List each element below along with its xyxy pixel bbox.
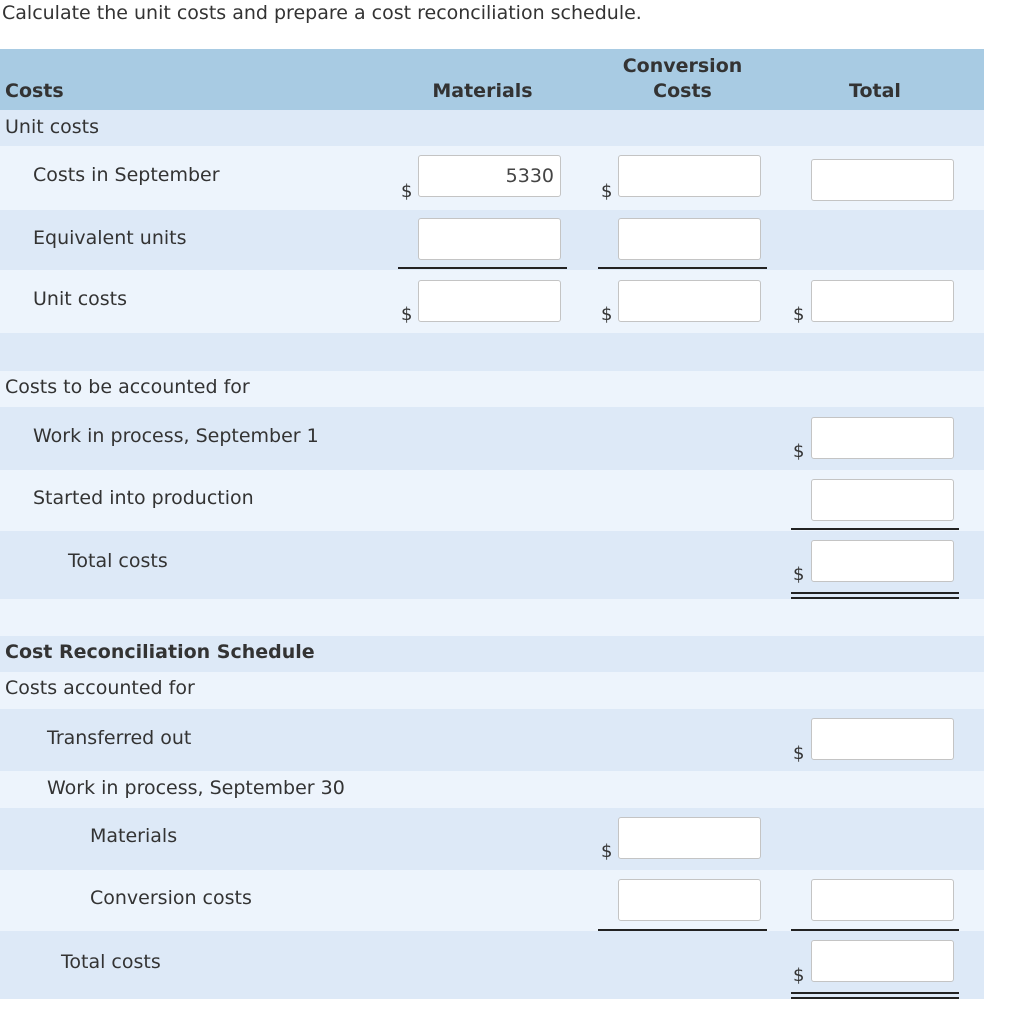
materials-costs-september-input[interactable] xyxy=(418,155,561,197)
costs-to-account-heading: Costs to be accounted for xyxy=(5,376,250,398)
transferred-out-label: Transferred out xyxy=(47,727,192,749)
dollar-sign: $ xyxy=(601,181,613,202)
costs-accounted-heading: Costs accounted for xyxy=(5,677,195,699)
header-materials: Materials xyxy=(432,80,533,102)
dollar-sign: $ xyxy=(793,564,805,585)
row-costs-to-account-heading xyxy=(0,371,984,407)
dollar-sign: $ xyxy=(601,304,613,325)
header-total: Total xyxy=(849,80,901,102)
row-spacer xyxy=(0,333,984,371)
total-costs-to-account-input[interactable] xyxy=(811,540,954,582)
row-transferred-out xyxy=(0,709,984,771)
total-costs-september-input[interactable] xyxy=(811,159,954,201)
started-into-production-input[interactable] xyxy=(811,479,954,521)
total-costs-reconciled-input[interactable] xyxy=(811,940,954,982)
row-started-into-production xyxy=(0,470,984,531)
dollar-sign: $ xyxy=(401,181,413,202)
dollar-sign: $ xyxy=(793,965,805,986)
double-underline xyxy=(791,592,959,599)
unit-costs-label: Unit costs xyxy=(33,288,128,310)
row-spacer xyxy=(0,599,984,636)
dollar-sign: $ xyxy=(793,304,805,325)
transferred-out-input[interactable] xyxy=(811,718,954,760)
reconciliation-title: Cost Reconciliation Schedule xyxy=(5,641,315,663)
dollar-sign: $ xyxy=(601,841,613,862)
total-costs-to-account-label: Total costs xyxy=(68,550,168,572)
underline xyxy=(791,528,959,530)
header-conversion-line2: Costs xyxy=(653,80,712,102)
table-header xyxy=(0,49,984,110)
materials-equivalent-units-input[interactable] xyxy=(418,218,561,260)
total-unit-cost-input[interactable] xyxy=(811,280,954,322)
wip-september-1-input[interactable] xyxy=(811,417,954,459)
row-wip-september-30 xyxy=(0,771,984,808)
started-into-production-label: Started into production xyxy=(33,487,254,509)
dollar-sign: $ xyxy=(793,441,805,462)
wip-conversion-costs-label: Conversion costs xyxy=(90,887,252,909)
wip-materials-label: Materials xyxy=(90,825,178,847)
row-unit-costs xyxy=(0,270,984,333)
double-underline xyxy=(791,992,959,999)
row-reconciliation-title xyxy=(0,636,984,672)
header-conversion-line1: Conversion xyxy=(622,55,743,77)
row-total-costs-to-account xyxy=(0,531,984,599)
wip-materials-input[interactable] xyxy=(618,817,761,859)
equivalent-units-label: Equivalent units xyxy=(33,227,187,249)
row-unit-costs-heading xyxy=(0,110,984,146)
cost-reconciliation-table xyxy=(0,49,984,999)
instruction-text: Calculate the unit costs and prepare a cost reconciliation schedule. xyxy=(2,2,642,24)
row-equivalent-units xyxy=(0,210,984,270)
underline xyxy=(598,267,767,269)
conversion-costs-september-input[interactable] xyxy=(618,155,761,197)
header-costs: Costs xyxy=(5,80,64,102)
row-wip-september-1 xyxy=(0,407,984,470)
row-wip-materials xyxy=(0,808,984,870)
row-costs-accounted-heading xyxy=(0,672,984,709)
wip-total-input[interactable] xyxy=(811,879,954,921)
row-costs-in-september xyxy=(0,146,984,210)
conversion-equivalent-units-input[interactable] xyxy=(618,218,761,260)
conversion-unit-cost-input[interactable] xyxy=(618,280,761,322)
row-wip-conversion-costs xyxy=(0,870,984,931)
materials-unit-cost-input[interactable] xyxy=(418,280,561,322)
underline xyxy=(398,267,567,269)
total-costs-reconciled-label: Total costs xyxy=(61,951,161,973)
unit-costs-heading: Unit costs xyxy=(5,116,100,138)
wip-september-30-label: Work in process, September 30 xyxy=(47,777,345,799)
dollar-sign: $ xyxy=(401,304,413,325)
dollar-sign: $ xyxy=(793,743,805,764)
costs-in-september-label: Costs in September xyxy=(33,164,220,186)
wip-conversion-costs-input[interactable] xyxy=(618,879,761,921)
wip-september-1-label: Work in process, September 1 xyxy=(33,425,319,447)
row-total-costs-reconciled xyxy=(0,931,984,999)
